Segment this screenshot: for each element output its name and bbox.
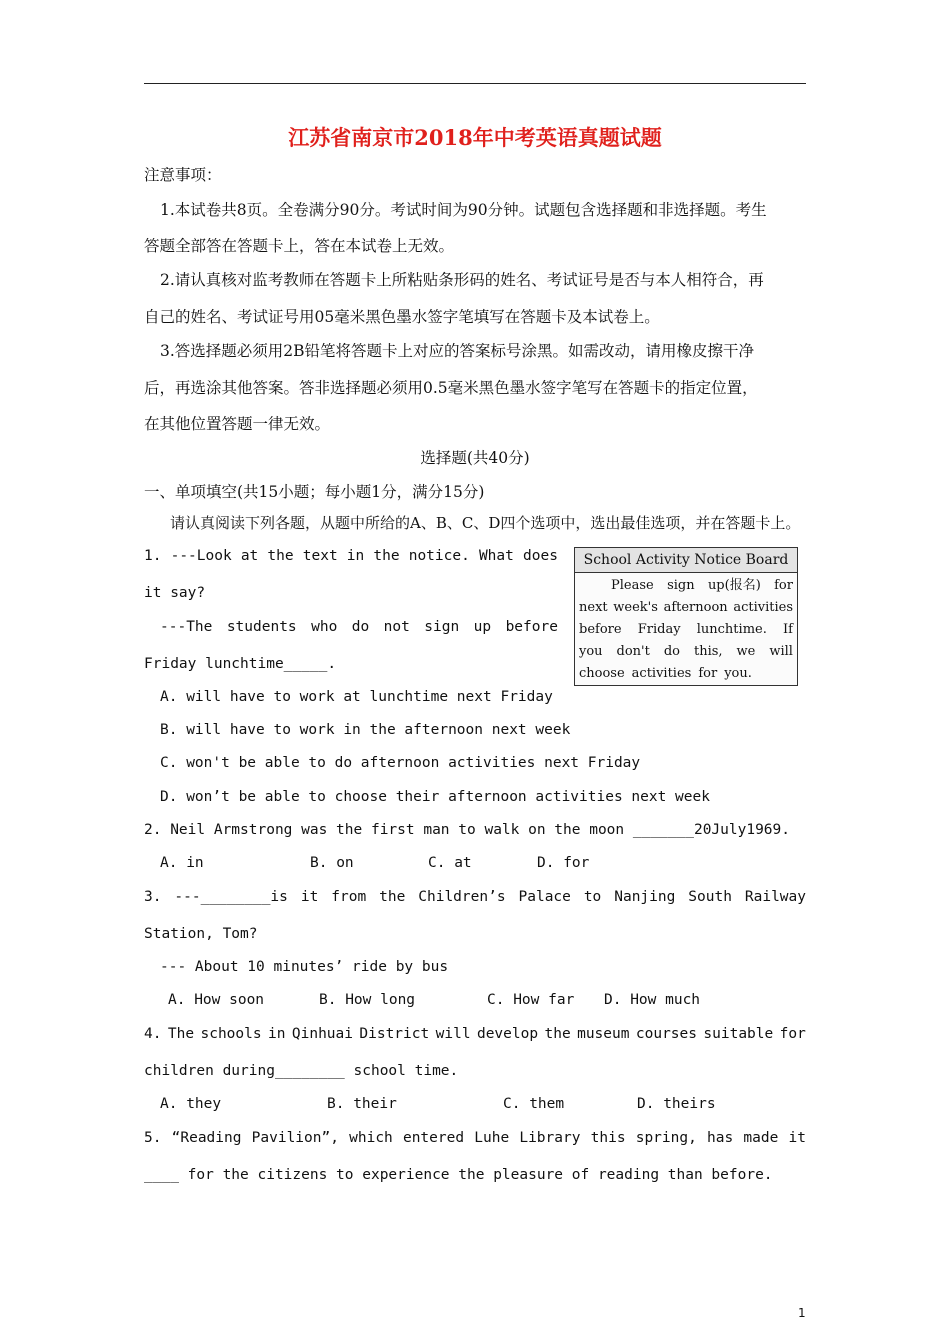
q2-stem: 2. Neil Armstrong was the first man to walk on the moon _______20July1969. (144, 822, 791, 838)
word: before (505, 619, 558, 635)
document-title: 江苏省南京市2018年中考英语真题试题 (288, 125, 662, 150)
word: you. (724, 666, 752, 681)
word: do (351, 619, 370, 635)
word: Luhe (474, 1130, 510, 1146)
q3-option-a: A. How soon (168, 992, 265, 1008)
q2-option-c: C. at (428, 855, 472, 871)
q5-line-1 (144, 1130, 806, 1146)
word: it (300, 889, 319, 905)
q5-line-2: ____ for the citizens to experience the pleasure of reading than before. (144, 1167, 773, 1183)
word: in (268, 1026, 286, 1042)
word: you (579, 644, 603, 659)
word: in (346, 548, 365, 564)
word: activities (631, 666, 692, 681)
word: 4. (144, 1026, 162, 1042)
word: which (349, 1130, 393, 1146)
word: students (226, 619, 297, 635)
word: for (779, 1026, 806, 1042)
notice-line-3 (579, 619, 793, 641)
word: 1. (144, 548, 162, 564)
word: schools (200, 1026, 262, 1042)
word: for (698, 666, 718, 681)
header-rule (144, 83, 806, 84)
q4-option-b: B. their (327, 1096, 397, 1112)
word: activities (733, 600, 793, 615)
word: “Reading (171, 1130, 242, 1146)
word: week's (613, 600, 658, 615)
word: Palace (518, 889, 571, 905)
word: South (688, 889, 732, 905)
notice-line-5 (579, 663, 793, 685)
q3-line-3: --- About 10 minutes’ ride by bus (160, 959, 449, 975)
word: ---________is (174, 889, 288, 905)
word: the (379, 889, 406, 905)
word: the (267, 548, 294, 564)
q1-line-2: it say? (144, 585, 206, 601)
q2-option-b: B. on (310, 855, 354, 871)
q1-option-a: A. will have to work at lunchtime next Friday (160, 689, 553, 705)
word: Railway (744, 889, 806, 905)
word: The (167, 1026, 195, 1042)
q4-option-a: A. they (160, 1096, 222, 1112)
notice-heading: 注意事项： (144, 166, 222, 184)
word: will (769, 644, 793, 659)
q1-option-d: D. won’t be able to choose their afternoon activities next week (160, 789, 710, 805)
word: spring, (635, 1130, 697, 1146)
word: this (590, 1130, 626, 1146)
instruction-3-line-3: 在其他位置答题一律无效。 (144, 415, 331, 433)
word: don't (616, 644, 650, 659)
word: What (478, 548, 514, 564)
word: this, (693, 644, 723, 659)
q1-line-4: Friday lunchtime_____. (144, 656, 337, 672)
word: has (707, 1130, 734, 1146)
instruction-3-line-1: 3.答选择题必须用2B铅笔将答题卡上对应的答案标号涂黑。如需改动，请用橡皮擦干净 (160, 342, 755, 360)
word: develop (476, 1026, 539, 1042)
notice-board-image (574, 547, 798, 686)
notice-line-1 (579, 575, 793, 597)
word: afternoon (663, 600, 728, 615)
notice-line-4 (579, 641, 793, 663)
q3-option-c: C. How far (487, 992, 575, 1008)
q1-option-c: C. won't be able to do afternoon activities next Friday (160, 755, 641, 771)
instruction-2-line-1: 2.请认真核对监考教师在答题卡上所粘贴条形码的姓名、考试证号是否与本人相符合，再 (160, 271, 764, 289)
page-number: 1 (798, 1306, 806, 1320)
word: who (311, 619, 338, 635)
word: at (240, 548, 259, 564)
word: Children’s (418, 889, 506, 905)
word: will (435, 1026, 471, 1042)
q3-option-b: B. How long (319, 992, 416, 1008)
word: Please (611, 578, 654, 593)
word: sign (424, 619, 460, 635)
word: Library (519, 1130, 581, 1146)
word: to (583, 889, 602, 905)
word: ---Look (170, 548, 232, 564)
word: 3. (144, 889, 162, 905)
word: lunchtime. (696, 622, 767, 637)
q1-line-3 (160, 619, 558, 635)
word: next (579, 600, 608, 615)
q2-option-a: A. in (160, 855, 204, 871)
word: 5. (144, 1130, 162, 1146)
word: up(报名) (707, 578, 761, 593)
word: we (736, 644, 756, 659)
word: museum (577, 1026, 630, 1042)
word: the (544, 1026, 571, 1042)
word: notice. (408, 548, 470, 564)
part-instruction: 请认真阅读下列各题，从题中所给的A、B、C、D四个选项中，选出最佳选项，并在答题卡上。 (170, 514, 801, 532)
q4-line-1 (144, 1026, 806, 1042)
word: choose (579, 666, 625, 681)
word: courses (635, 1026, 697, 1042)
instruction-1-line-1: 1.本试卷共8页。全卷满分90分。考试时间为90分钟。试题包含选择题和非选择题。考生 (160, 201, 767, 219)
word: entered (402, 1130, 465, 1146)
q1-line-1 (144, 548, 558, 564)
word: does (523, 548, 558, 564)
word: Qinhuai (291, 1026, 353, 1042)
word: do (663, 644, 680, 659)
notice-line-2 (579, 597, 793, 619)
word: for (774, 578, 793, 593)
word: not (383, 619, 410, 635)
q1-option-b: B. will have to work in the afternoon next week (160, 722, 571, 738)
word: sign (667, 578, 695, 593)
word: ---The (160, 619, 213, 635)
q4-line-2: children during________ school time. (144, 1063, 459, 1079)
instruction-2-line-2: 自己的姓名、考试证号用05毫米黑色墨水签字笔填写在答题卡及本试卷上。 (144, 308, 660, 326)
word: District (359, 1026, 430, 1042)
word: Friday (637, 622, 681, 637)
q2-option-d: D. for (537, 855, 590, 871)
word: text (302, 548, 338, 564)
word: before (579, 622, 622, 637)
word: it (788, 1130, 806, 1146)
word: made (743, 1130, 779, 1146)
notice-board-body (575, 573, 797, 685)
q4-option-d: D. theirs (637, 1096, 716, 1112)
section-title: 选择题(共40分) (420, 449, 530, 467)
q3-option-d: D. How much (604, 992, 701, 1008)
word: from (331, 889, 367, 905)
instruction-1-line-2: 答题全部答在答题卡上，答在本试卷上无效。 (144, 237, 455, 255)
word: the (373, 548, 400, 564)
notice-board-header: School Activity Notice Board (575, 548, 797, 573)
q4-option-c: C. them (503, 1096, 565, 1112)
word: suitable (703, 1026, 774, 1042)
word: Pavilion”, (251, 1130, 339, 1146)
word: If (783, 622, 793, 637)
q3-line-1 (144, 889, 806, 905)
q3-line-2: Station, Tom? (144, 926, 258, 942)
word: Nanjing (614, 889, 676, 905)
instruction-3-line-2: 后，再选涂其他答案。答非选择题必须用0.5毫米黑色墨水签字笔写在答题卡的指定位置， (144, 379, 758, 397)
word: up (473, 619, 492, 635)
part-title: 一、单项填空(共15小题；每小题1分，满分15分) (144, 483, 485, 501)
